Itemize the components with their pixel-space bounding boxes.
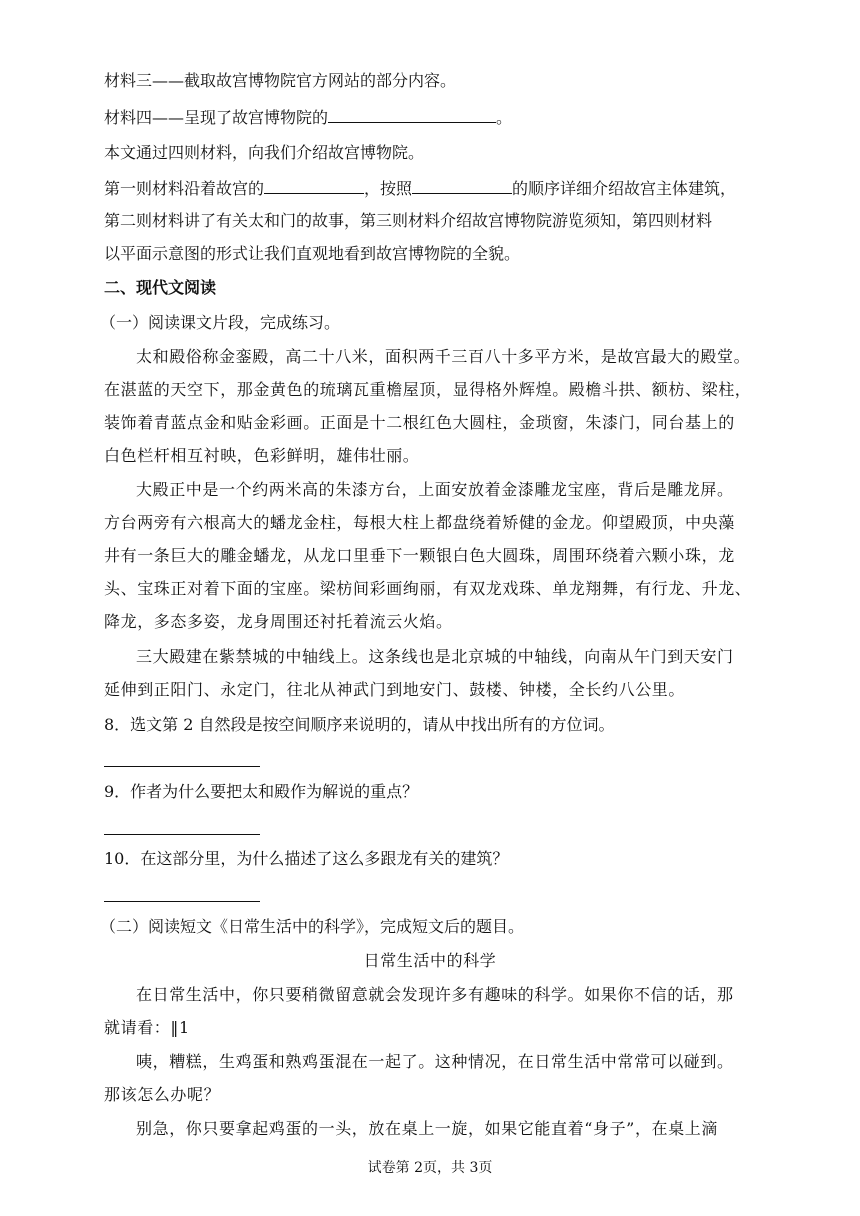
- essay-p1-line-1: 在日常生活中，你只要稍微留意就会发现许多有趣味的科学。如果你不信的话，那: [136, 985, 734, 1004]
- summary-detail-line-3: 以平面示意图的形式让我们直观地看到故宫博物院的全貌。: [104, 244, 521, 263]
- question-9: 9．作者为什么要把太和殿作为解说的重点？: [104, 782, 419, 801]
- essay-p2-line-1: 咦，糟糕，生鸡蛋和熟鸡蛋混在一起了。这种情况，在日常生活中常常可以碰到。: [136, 1052, 734, 1071]
- material-4-line: [104, 106, 512, 129]
- passage-p2-line-2: 方台两旁有六根高大的蟠龙金柱，每根大柱上都盘绕着矫健的金龙。仰望殿顶，中央藻: [104, 513, 735, 532]
- answer-line-9[interactable]: [104, 834, 260, 835]
- essay-p3-line-1: 别急，你只要拿起鸡蛋的一头，放在桌上一旋，如果它能直着“身子”，在桌上滴: [136, 1119, 718, 1138]
- material-4-text: 材料四——呈现了故宫博物院的: [104, 108, 329, 127]
- material-4-end: 。: [496, 108, 513, 127]
- passage-p2-line-1: 大殿正中是一个约两米高的朱漆方台，上面安放着金漆雕龙宝座，背后是雕龙屏。: [136, 480, 734, 499]
- fill-blank-1[interactable]: [328, 106, 496, 123]
- fill-blank-2[interactable]: [264, 177, 364, 194]
- passage-p2-line-5: 降龙，多态多姿，龙身周围还衬托着流云火焰。: [104, 612, 453, 631]
- part-1-instruction: （一）阅读课文片段，完成练习。: [100, 313, 341, 332]
- summary-text-c: 的顺序详细介绍故宫主体建筑，: [512, 179, 737, 198]
- passage-p1-line-1: 太和殿俗称金銮殿，高二十八米，面积两千三百八十多平方米，是故宫最大的殿堂。: [136, 347, 751, 366]
- summary-detail-line-1: [104, 177, 736, 200]
- fill-blank-3[interactable]: [412, 177, 512, 194]
- essay-title: 日常生活中的科学: [363, 951, 497, 970]
- essay-p1-line-2: 就请看：‖1: [104, 1018, 190, 1037]
- answer-line-8[interactable]: [104, 766, 260, 767]
- question-10: 10．在这部分里，为什么描述了这么多跟龙有关的建筑？: [104, 849, 509, 868]
- passage-p1-line-3: 装饰着青蓝点金和贴金彩画。正面是十二根红色大圆柱，金琐窗，朱漆门，同台基上的: [104, 413, 735, 432]
- part-2-instruction: （二）阅读短文《日常生活中的科学》，完成短文后的题目。: [100, 917, 525, 936]
- answer-line-10[interactable]: [104, 901, 260, 902]
- passage-p1-line-2: 在湛蓝的天空下，那金黄色的琉璃瓦重檐屋顶，显得格外辉煌。殿檐斗拱、额枋、梁柱，: [104, 380, 752, 399]
- summary-line: 本文通过四则材料，向我们介绍故宫博物院。: [104, 143, 425, 162]
- page-footer: 试卷第 2页，共 3页: [367, 1160, 493, 1176]
- passage-p3-line-1: 三大殿建在紫禁城的中轴线上。这条线也是北京城的中轴线，向南从午门到天安门: [136, 647, 734, 666]
- summary-text-a: 第一则材料沿着故宫的: [104, 179, 265, 198]
- material-3-line: 材料三——截取故宫博物院官方网站的部分内容。: [104, 71, 457, 90]
- passage-p3-line-2: 延伸到正阳门、永定门，往北从神武门到地安门、鼓楼、钟楼，全长约八公里。: [104, 680, 686, 699]
- passage-p1-line-4: 白色栏杆相互衬映，色彩鲜明，雄伟壮丽。: [104, 446, 420, 465]
- summary-detail-line-2: 第二则材料讲了有关太和门的故事，第三则材料介绍故宫博物院游览须知，第四则材料: [104, 211, 713, 230]
- summary-text-b: ，按照: [364, 179, 413, 198]
- passage-p2-line-3: 井有一条巨大的雕金蟠龙，从龙口里垂下一颗银白色大圆珠，周围环绕着六颗小珠，龙: [104, 546, 735, 565]
- question-8: 8．选文第 2 自然段是按空间顺序来说明的，请从中找出所有的方位词。: [104, 715, 615, 734]
- section-heading: 二、现代文阅读: [104, 278, 217, 297]
- passage-p2-line-4: 头、宝珠正对着下面的宝座。梁枋间彩画绚丽，有双龙戏珠、单龙翔舞，有行龙、升龙、: [104, 579, 752, 598]
- essay-p2-line-2: 那该怎么办呢？: [104, 1085, 221, 1104]
